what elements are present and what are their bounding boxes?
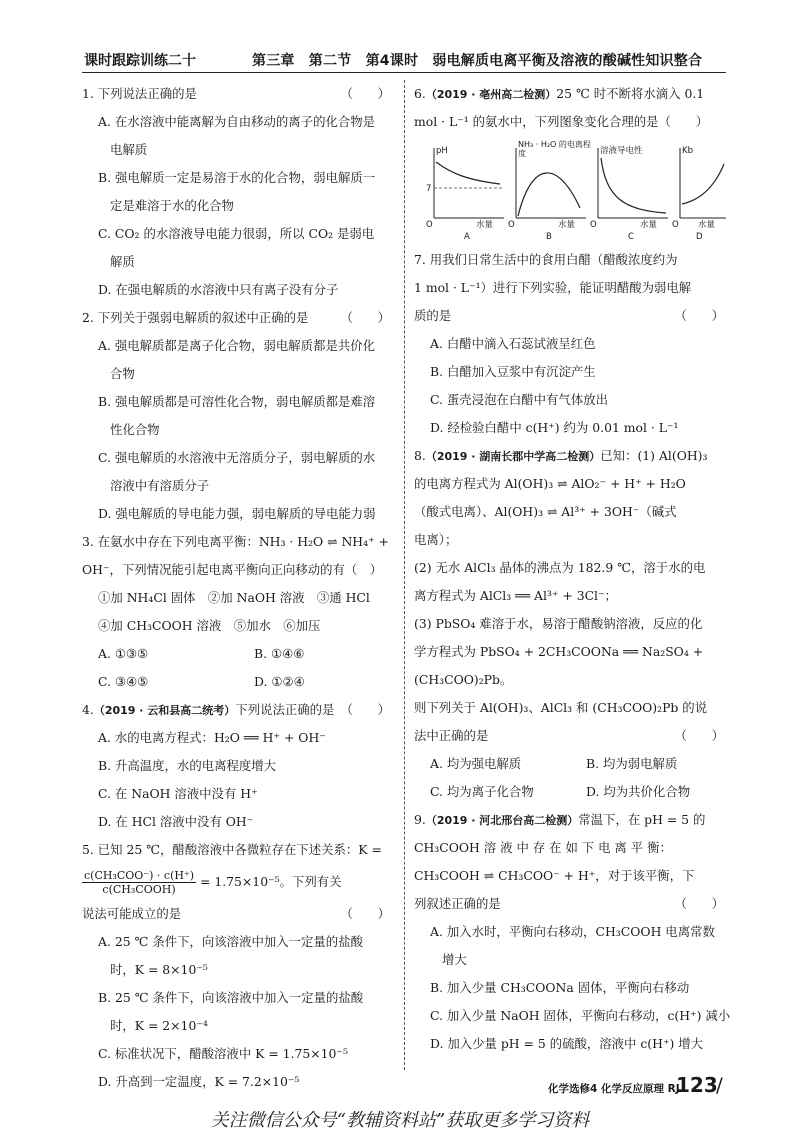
option-cont: 电解质 (110, 142, 148, 157)
option-cont: 性化合物 (110, 422, 160, 437)
page-footer (548, 1073, 724, 1101)
page-number: 123 (676, 1073, 718, 1097)
question-8-cont: (CH₃COO)₂Pb。 (414, 672, 513, 687)
option: A. 加入水时，平衡向右移动，CH₃COOH 电离常数 (430, 924, 715, 939)
question-3: 3. 在氨水中存在下列电离平衡：NH₃ · H₂O ⇌ NH₄⁺ + (82, 534, 389, 549)
option-cont: 溶液中有溶质分子 (110, 478, 210, 493)
graph-a: pH 7 O 水量 A (424, 140, 510, 238)
option: A. 25 ℃ 条件下，向该溶液中加入一定量的盐酸 (98, 934, 363, 949)
option: B. 强电解质都是可溶性化合物，弱电解质都是难溶 (98, 394, 376, 409)
question-8-cont: (3) PbSO₄ 难溶于水，易溶于醋酸钠溶液，反应的化 (414, 616, 703, 631)
answer-blank: （ ） (340, 310, 390, 325)
question-2: 2. 下列关于强弱电解质的叙述中正确的是 （ ） (82, 304, 394, 332)
option: C. CO₂ 的水溶液导电能力很弱，所以 CO₂ 是弱电 (98, 226, 375, 241)
column-divider (404, 80, 405, 1070)
option: D. 强电解质的导电能力强，弱电解质的导电能力弱 (98, 506, 376, 521)
option: D. 在强电解质的水溶液中只有离子没有分子 (98, 282, 339, 297)
option: C. 加入少量 NaOH 固体，平衡向右移动，c(H⁺) 减小 (430, 1008, 731, 1023)
question-7-cont: 质的是 （ ） (414, 302, 728, 330)
answer-blank: （ ） (674, 896, 724, 911)
question-1: 1. 下列说法正确的是 （ ） (82, 80, 394, 108)
fraction (82, 869, 196, 896)
question-7-cont: 1 mol · L⁻¹）进行下列实验，能证明醋酸为弱电解 (414, 280, 692, 295)
option-d: D. ①②④ (254, 674, 305, 689)
question-8: 8.（2019 · 湖南长郡中学高二检测）已知：(1) Al(OH)₃ (414, 448, 708, 463)
question-3-items: ①加 NH₄Cl 固体 ②加 NaOH 溶液 ③通 HCl (98, 590, 370, 605)
question-8-cont: 则下列关于 Al(OH)₃、AlCl₃ 和 (CH₃COO)₂Pb 的说 (414, 700, 708, 715)
question-5: 5. 已知 25 ℃，醋酸溶液中各微粒存在下述关系：K = (82, 842, 382, 857)
option: B. 升高温度，水的电离程度增大 (98, 758, 277, 773)
option: C. 标准状况下，醋酸溶液中 K = 1.75×10⁻⁵ (98, 1046, 348, 1061)
equilibrium-expression: $\frac{\text{c(CH₃COO⁻) · c(H⁺)}}{\text{c(CH₃COOH)}}$ = 1.75×10⁻⁵。下列有关 (84, 869, 342, 896)
graph-b: NH₃ · H₂O 的电离程度 O 水量 B (508, 140, 591, 242)
right-column (414, 80, 731, 1058)
question-6-cont: mol · L⁻¹ 的氨水中，下列图象变化合理的是（ ） (414, 114, 709, 129)
option: D. 在 HCl 溶液中没有 OH⁻ (98, 814, 254, 829)
question-7: 7. 用我们日常生活中的食用白醋（醋酸浓度约为 (414, 252, 678, 267)
option: A. 在水溶液中能离解为自由移动的离子的化合物是 (98, 114, 376, 129)
option-row (414, 750, 728, 778)
question-9: 9.（2019 · 河北邢台高二检测）常温下，在 pH = 5 的 (414, 812, 706, 827)
question-5-cont: 说法可能成立的是 （ ） (82, 900, 394, 928)
option-cont: 时，K = 8×10⁻⁵ (110, 962, 208, 977)
option-a: A. ①③⑤ (98, 646, 149, 661)
graph-options (414, 140, 728, 242)
option-cont: 解质 (110, 254, 135, 269)
option: D. 升高到一定温度，K = 7.2×10⁻⁵ (98, 1074, 300, 1089)
option-row (82, 640, 394, 668)
answer-blank: （ ） (340, 702, 390, 717)
option-row (82, 668, 394, 696)
chapter-title: 第三章 第二节 第4课时 弱电解质电离平衡及溶液的酸碱性知识整合 (252, 53, 703, 69)
option: D. 加入少量 pH = 5 的硫酸，溶液中 c(H⁺) 增大 (430, 1036, 704, 1051)
option-cont: 合物 (110, 366, 135, 381)
source-tag: （2019 · 亳州高二检测） (425, 88, 557, 101)
exercise-title: 课时跟踪训练二十 (84, 53, 196, 69)
source-tag: （2019 · 河北邢台高二检测） (425, 814, 579, 827)
answer-blank: （ ） (674, 308, 724, 323)
answer-blank: （ ） (674, 728, 724, 743)
question-3-cont: OH⁻，下列情况能引起电离平衡向正向移动的有（ ） (82, 562, 383, 577)
question-4: 4.（2019 · 云和县高二统考）下列说法正确的是 （ ） (82, 696, 394, 724)
fraction-numerator: c(CH₃COO⁻) · c(H⁺) (84, 869, 195, 882)
question-8-cont: 离方程式为 AlCl₃ ══ Al³⁺ + 3Cl⁻； (414, 588, 617, 603)
footer-slash: / (716, 1073, 723, 1097)
source-tag: （2019 · 云和县高二统考） (93, 704, 236, 717)
option: D. 经检验白醋中 c(H⁺) 约为 0.01 mol · L⁻¹ (430, 420, 679, 435)
option: B. 强电解质一定是易溶于水的化合物，弱电解质一 (98, 170, 376, 185)
left-column (82, 80, 394, 1096)
option: B. 加入少量 CH₃COONa 固体，平衡向右移动 (430, 980, 690, 995)
question-6: 6.（2019 · 亳州高二检测）25 ℃ 时不断将水滴入 0.1 (414, 86, 705, 101)
question-9-cont: 列叙述正确的是 （ ） (414, 890, 728, 918)
question-8-cont: 的电离方程式为 Al(OH)₃ ⇌ AlO₂⁻ + H⁺ + H₂O (414, 476, 686, 491)
option-cont: 时，K = 2×10⁻⁴ (110, 1018, 208, 1033)
option: C. 在 NaOH 溶液中没有 H⁺ (98, 786, 258, 801)
header-rule (82, 72, 726, 73)
option: A. 水的电离方程式：H₂O ══ H⁺ + OH⁻ (98, 730, 326, 745)
page-header (84, 46, 724, 72)
graph-c: 溶液导电性 O 水量 C (588, 140, 674, 238)
answer-blank: （ ） (340, 906, 390, 921)
option: C. 蛋壳浸泡在白醋中有气体放出 (430, 392, 608, 407)
option-b: B. ①④⑥ (254, 646, 305, 661)
question-9-cont: CH₃COOH ⇌ CH₃COO⁻ + H⁺，对于该平衡，下 (414, 868, 695, 883)
option: B. 白醋加入豆浆中有沉淀产生 (430, 364, 596, 379)
option-cont: 增大 (442, 952, 467, 967)
option: C. 强电解质的水溶液中无溶质分子，弱电解质的水 (98, 450, 376, 465)
option-d: D. 均为共价化合物 (586, 784, 691, 799)
source-tag: （2019 · 湖南长郡中学高二检测） (425, 450, 601, 463)
option: A. 白醋中滴入石蕊试液呈红色 (430, 336, 596, 351)
option: A. 强电解质都是离子化合物，弱电解质都是共价化 (98, 338, 376, 353)
option-cont: 定是难溶于水的化合物 (110, 198, 234, 213)
book-title: 化学选修4 化学反应原理 RJ (548, 1083, 680, 1095)
option: B. 25 ℃ 条件下，向该溶液中加入一定量的盐酸 (98, 990, 364, 1005)
option-a: A. 均为强电解质 (430, 756, 522, 771)
option-row (414, 778, 728, 806)
graph-d: Kb O 水量 D (670, 140, 756, 238)
watermark-text: 关注微信公众号“教辅资料站”获取更多学习资料 (210, 1110, 590, 1131)
fraction-denominator: c(CH₃COOH) (102, 883, 176, 896)
question-9-cont: CH₃COOH 溶 液 中 存 在 如 下 电 离 平 衡： (414, 840, 672, 855)
answer-blank: （ ） (340, 86, 390, 101)
question-8-cont: 学方程式为 PbSO₄ + 2CH₃COONa ══ Na₂SO₄ + (414, 644, 704, 659)
question-8-cont: (2) 无水 AlCl₃ 晶体的沸点为 182.9 ℃，溶于水的电 (414, 560, 706, 575)
option-b: B. 均为弱电解质 (586, 756, 678, 771)
question-3-items: ④加 CH₃COOH 溶液 ⑤加水 ⑥加压 (98, 618, 321, 633)
question-8-cont: 电离）； (414, 532, 458, 547)
question-8-cont: （酸式电离）、Al(OH)₃ ⇌ Al³⁺ + 3OH⁻（碱式 (414, 504, 677, 519)
question-8-cont: 法中正确的是 （ ） (414, 722, 728, 750)
option-c: C. ③④⑤ (98, 674, 149, 689)
option-c: C. 均为离子化合物 (430, 784, 534, 799)
